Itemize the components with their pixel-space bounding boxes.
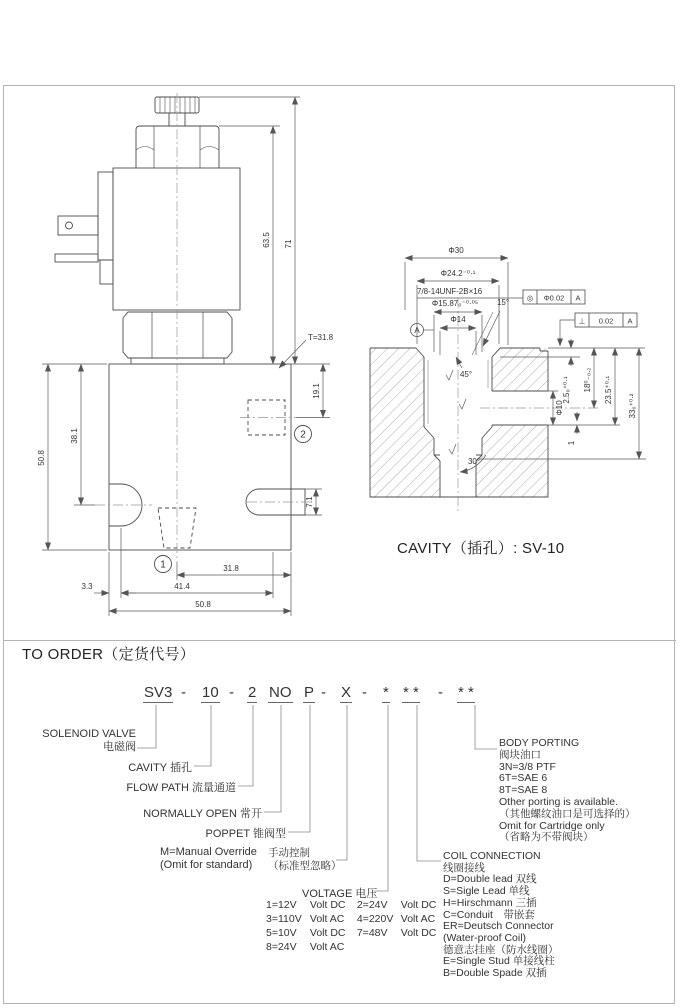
- coil-line-h: H=Hirschmann 三插: [443, 896, 537, 909]
- dim-port-center-height: 38.1: [70, 428, 79, 444]
- voltage-type-3: Volt AC: [309, 913, 345, 925]
- dim-depth-2-5: 2.5₀⁺⁰·¹: [562, 376, 571, 404]
- label-flow-path: FLOW PATH 流量通道: [126, 782, 236, 794]
- coil-connection-block: [443, 851, 559, 980]
- code-seg-voltage: *: [383, 684, 389, 701]
- perpendicularity-value: 0.02: [598, 316, 614, 326]
- order-section-title: TO ORDER（定货代号）: [22, 646, 196, 663]
- code-dash-2: -: [229, 684, 234, 701]
- concentricity-datum: A: [575, 293, 581, 303]
- voltage-type-7: Volt DC: [400, 927, 437, 939]
- dim-width-port-right: 31.8: [223, 564, 239, 573]
- voltage-type-2: Volt DC: [400, 899, 437, 911]
- coil-line-c: C=Conduit 带嵌套: [443, 908, 535, 921]
- dim-dia-30: Φ30: [448, 246, 464, 255]
- label-normally-open: NORMALLY OPEN 常开: [143, 808, 262, 820]
- porting-line-8t: 8T=SAE 8: [499, 784, 548, 797]
- dim-dia-10: Φ10: [555, 400, 564, 416]
- voltage-code-4: 4=220V: [356, 913, 394, 925]
- porting-line-3n: 3N=3/8 PTF: [499, 760, 556, 773]
- valve-balloons: [155, 426, 312, 573]
- voltage-type-5: Volt DC: [309, 927, 346, 939]
- solenoid-coil-body: [113, 168, 240, 310]
- valve-front-view: [55, 97, 305, 550]
- dim-total-height: 71: [284, 239, 293, 249]
- code-seg-no: NO: [269, 684, 292, 701]
- coil-line-er: ER=Deutsch Connector: [443, 920, 554, 933]
- label-solenoid-valve-en: SOLENOID VALVE: [42, 728, 136, 740]
- voltage-code-2: 2=24V: [356, 899, 388, 911]
- manual-en-line1: M=Manual Override: [160, 846, 257, 858]
- code-seg-porting: * *: [458, 684, 474, 701]
- valve-centerlines: [95, 93, 313, 562]
- code-seg-poppet: P: [304, 684, 315, 701]
- valve-dimension-labels: [37, 232, 334, 609]
- label-manual-override-en: [160, 846, 257, 872]
- porting-line-omit-cn: （省略为不带阀块）: [499, 831, 594, 844]
- gdt-frames: [411, 290, 638, 337]
- coil-line-wp: (Water-proof Coil): [443, 931, 527, 944]
- voltage-row-2: [266, 913, 435, 925]
- dim-coil-height: 63.5: [262, 232, 271, 248]
- dim-depth-23-5: 23.5⁺⁰·¹: [604, 375, 613, 405]
- voltage-type-4: Volt AC: [400, 913, 436, 925]
- manual-en-line2: (Omit for standard): [160, 859, 253, 871]
- dim-depth-33: 33₀⁺⁰·²: [628, 393, 637, 419]
- voltage-row-1: [266, 899, 436, 911]
- dim-depth-18: 18⁰₋₀.₂: [583, 367, 592, 393]
- dim-body-width: 50.8: [195, 600, 211, 609]
- label-manual-override-cn: [268, 847, 342, 873]
- coil-line-title: COIL CONNECTION: [443, 850, 541, 862]
- body-porting-block: [499, 738, 636, 844]
- dim-angle-15: 15°: [496, 298, 510, 307]
- dim-dia-24-2: Φ24.2⁻⁰·¹: [440, 269, 476, 278]
- concentricity-value: Φ0.02: [543, 293, 565, 303]
- cavity-section-view: [370, 246, 646, 512]
- code-seg-solenoid: SV3: [144, 684, 173, 701]
- voltage-code-3: 3=110V: [266, 913, 302, 925]
- code-seg-manual: X: [341, 684, 352, 701]
- cavity-caption: CAVITY（插孔）: SV-10: [397, 540, 565, 557]
- dim-hex-note: T=31.8: [308, 333, 334, 342]
- coil-line-cn: 线圈接线: [443, 861, 485, 874]
- coil-line-wp-cn: 德意志挂座（防水线圈）: [443, 943, 559, 956]
- code-dash-4: -: [362, 684, 367, 701]
- perpendicularity-datum: A: [627, 316, 633, 326]
- connector-blade: [58, 216, 98, 235]
- dim-angle-45: 45°: [459, 370, 473, 379]
- coil-line-b: B=Double Spade 双插: [443, 967, 547, 980]
- coil-line-e: E=Single Stud 单接线柱: [443, 955, 555, 968]
- code-seg-coil: * *: [403, 684, 419, 701]
- code-dash-1: -: [181, 684, 186, 701]
- perpendicularity-icon: ⊥: [578, 316, 586, 326]
- dim-dia-15-87: Φ15.87₀⁻⁰·⁰⁵: [431, 299, 479, 308]
- voltage-row-3: [266, 927, 436, 939]
- porting-line-omit: Omit for Cartridge only: [499, 819, 605, 832]
- voltage-row-4: [266, 941, 344, 953]
- datum-a-label: A: [414, 326, 420, 335]
- manual-cn-line1: 手动控制: [268, 847, 310, 859]
- dim-body-height: 50.8: [37, 450, 46, 466]
- balloon-2-label: 2: [300, 429, 306, 441]
- code-dash-5: -: [438, 684, 443, 701]
- dim-dia-14: Φ14: [450, 315, 466, 324]
- voltage-type-8: Volt AC: [309, 941, 345, 953]
- valve-dimensions: [42, 97, 330, 616]
- coil-line-s: S=Sigle Lead 单线: [443, 885, 530, 898]
- voltage-code-1: 1=12V: [266, 899, 297, 911]
- concentricity-icon: ◎: [526, 293, 534, 303]
- dim-port2-depth: 19.1: [312, 383, 321, 399]
- manual-cn-line2: （标准型忽略）: [268, 860, 342, 872]
- voltage-code-7: 7=48V: [356, 927, 388, 939]
- dim-step-1: 1: [567, 440, 576, 446]
- label-cavity: CAVITY 插孔: [128, 762, 192, 774]
- porting-line-cn: 阀块油口: [499, 748, 541, 761]
- code-seg-flow: 2: [248, 684, 257, 701]
- label-solenoid-valve-cn: 电磁阀: [103, 741, 136, 753]
- code-seg-cavity: 10: [202, 684, 219, 701]
- balloon-1-label: 1: [160, 559, 166, 571]
- code-dash-3: -: [321, 684, 326, 701]
- label-poppet: POPPET 锥阀型: [205, 828, 286, 840]
- lower-hex-nut: [123, 312, 232, 358]
- dim-offset-left: 3.3: [81, 582, 93, 591]
- coil-line-d: D=Double lead 双线: [443, 873, 537, 886]
- porting-line-other-cn: （其他螺纹油口是可选择的）: [499, 807, 636, 820]
- valve-body-block: [109, 364, 291, 550]
- label-voltage-title: VOLTAGE 电压: [302, 888, 378, 900]
- dim-angle-30: 30°: [467, 457, 481, 466]
- porting-line-other: Other porting is available.: [499, 795, 619, 808]
- dim-port3-half: 7.1: [305, 496, 314, 508]
- dim-thread-spec: 7/8-14UNF-2B×16: [417, 287, 483, 296]
- voltage-code-8: 8=24V: [266, 941, 297, 953]
- voltage-code-5: 5=10V: [266, 927, 297, 939]
- label-solenoid-valve: [28, 728, 136, 754]
- porting-line-6t: 6T=SAE 6: [499, 772, 548, 785]
- connector-housing: [98, 172, 113, 260]
- porting-line-title: BODY PORTING: [499, 737, 580, 749]
- voltage-type-1: Volt DC: [309, 899, 346, 911]
- dim-width-ports: 41.4: [174, 582, 190, 591]
